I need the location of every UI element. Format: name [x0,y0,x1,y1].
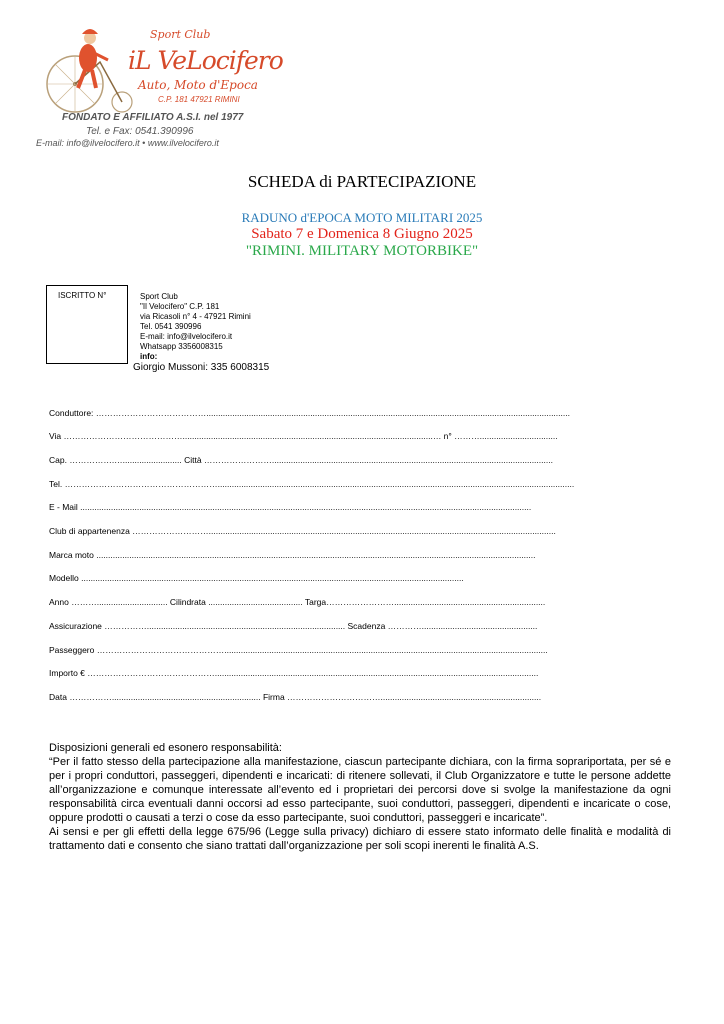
club-info-line: Tel. 0541 390996 [140,322,202,331]
field-tel[interactable]: Tel. ………………………………………………....................................................................................................................................................... [49,479,575,489]
club-brand-address: C.P. 181 47921 RIMINI [158,95,240,104]
field-data-firma[interactable]: Data ……………............................................................... Firma …………………………….................................................................... [49,692,542,702]
club-info-line: via Ricasoli n° 4 - 47921 Rimini [140,312,251,321]
club-brand-name: iL VeLocifero [128,46,283,75]
field-email[interactable]: E - Mail ............................................................................................................................................................................................... [49,502,532,512]
disclaimer [49,741,671,853]
club-brand-subtitle: Auto, Moto d'Epoca [138,78,258,92]
club-info-line: info: [140,352,158,361]
founded-line: FONDATO E AFFILIATO A.S.I. nel 1977 [62,112,244,123]
field-assicurazione-scadenza[interactable]: Assicurazione …………….................................................................................... Scadenza …………................................................. [49,621,538,631]
contact-person: Giorgio Mussoni: 335 6008315 [133,362,270,373]
event-title: RADUNO d'EPOCA MOTO MILITARI 2025 [241,210,483,225]
contacts-line: E-mail: info@ilvelocifero.it • www.ilvelocifero.it [36,138,219,148]
club-info-line: Sport Club [140,292,178,301]
sport-club-label: Sport Club [150,28,211,41]
field-passeggero[interactable]: Passeggero ………………………………………......................................................................................................................................... [49,645,548,655]
field-importo[interactable]: Importo € ………………………………………......................................................................................................................................... [49,668,539,678]
field-cap-citta[interactable]: Cap. …………….…......................... Città ……………………....................................................................................................................... [49,455,553,465]
field-anno-cilindrata-targa[interactable]: Anno ……….............................. Cilindrata ........................................ Targa……………………................................................................ [49,597,546,607]
field-conduttore[interactable]: Conduttore: ………………………………….......................................................................................................................................................... [49,408,570,418]
field-modello[interactable]: Modello .................................................................................................................................................................. [49,573,464,583]
iscritto-label: ISCRITTO N° [58,291,107,300]
page-title: SCHEDA di PARTECIPAZIONE [247,172,477,191]
tel-fax-line: Tel. e Fax: 0541.390996 [86,126,194,137]
disclaimer-paragraph: “Per il fatto stesso della partecipazione alla manifestazione, ciascun partecipante dichiara, con la firma soprariportata, per sé e per i propri conduttori, passeggeri, dipendenti e incaricati: di ritenere sollevati, il Club Organizzatore e tutte le persone addette all’organizzazione e comunque interessate all’evento ed i proprietari dei percorsi dove si svolge la manifestazione da ogni responsabilità circa eventuali danni occorsi ad esso partecipante, suoi conduttori, passeggeri, dipendenti e incaricate o cose, oppure prodotti o causati a terzi o cose da esso partecipante, suoi conduttori, passeggeri e incaricate”. [49,756,671,824]
event-name: "RIMINI. MILITARY MOTORBIKE" [245,243,479,259]
club-info-line: Whatsapp 3356008315 [140,342,223,351]
disclaimer-heading: Disposizioni generali ed esonero responsabilità: [49,742,282,754]
club-info-line: E-mail: info@ilvelocifero.it [140,332,233,341]
field-via[interactable]: Via ……………………………………..........................................................................................................… n° ………................................. [49,431,558,441]
privacy-paragraph: Ai sensi e per gli effetti della legge 675/96 (Legge sulla privacy) dichiaro di essere stato informato delle finalità e modalità di trattamento dati e consento che siano trattati dall’organizzazione per soli scopi inerenti le finalità A.S. [49,826,671,852]
field-club[interactable]: Club di appartenenza ………………………................................................................................................................................................... [49,526,556,536]
field-marca-moto[interactable]: Marca moto .......................................................................................................................................................................................... [49,550,536,560]
event-dates: Sabato 7 e Domenica 8 Giugno 2025 [251,226,473,242]
club-info-line: "Il Velocifero" C.P. 181 [140,302,220,311]
